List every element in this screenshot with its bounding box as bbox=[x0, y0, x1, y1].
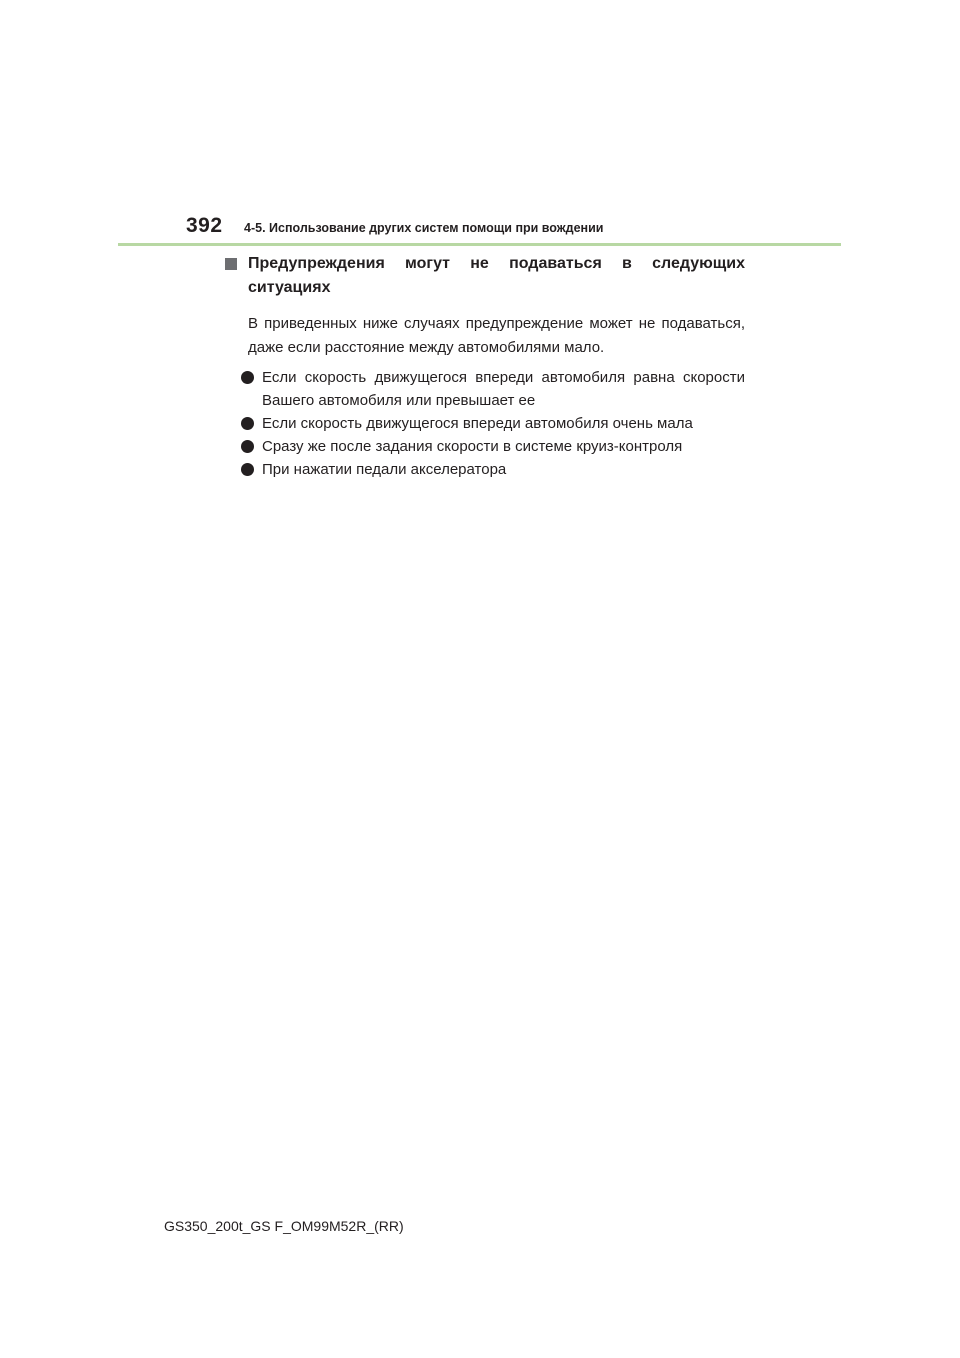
list-item bbox=[225, 412, 745, 435]
intro-paragraph: В приведенных ниже случаях предупреждение может не подаваться, даже если расстояние между автомобилями мало. bbox=[248, 315, 745, 356]
list-item-text: Если скорость движущегося впереди автомобиля равна скорости Вашего автомобиля или превышает ее bbox=[262, 369, 745, 409]
bullet-dot-icon bbox=[241, 463, 254, 476]
list-item bbox=[225, 435, 745, 458]
list-item-text: Сразу же после задания скорости в системе круиз-контроля bbox=[262, 438, 683, 455]
page-number: 392 bbox=[186, 214, 223, 237]
list-item-text: Если скорость движущегося впереди автомобиля очень мала bbox=[262, 415, 693, 432]
list-item bbox=[225, 366, 745, 412]
bullet-dot-icon bbox=[241, 440, 254, 453]
bullet-dot-icon bbox=[241, 417, 254, 430]
manual-code: GS350_200t_GS F_OM99M52R_(RR) bbox=[164, 1218, 404, 1234]
list-item-text: При нажатии педали акселератора bbox=[262, 461, 507, 478]
page-header bbox=[186, 214, 603, 238]
bullet-dot-icon bbox=[241, 371, 254, 384]
list-item bbox=[225, 458, 745, 481]
page-content bbox=[225, 252, 745, 481]
subheading-text: Предупреждения могут не подаваться в следующих ситуациях bbox=[248, 255, 745, 296]
subheading bbox=[225, 252, 745, 300]
square-bullet-icon bbox=[225, 258, 237, 270]
header-divider bbox=[118, 243, 841, 246]
bullet-list bbox=[225, 366, 745, 481]
section-title: 4-5. Использование других систем помощи при вождении bbox=[244, 221, 604, 235]
